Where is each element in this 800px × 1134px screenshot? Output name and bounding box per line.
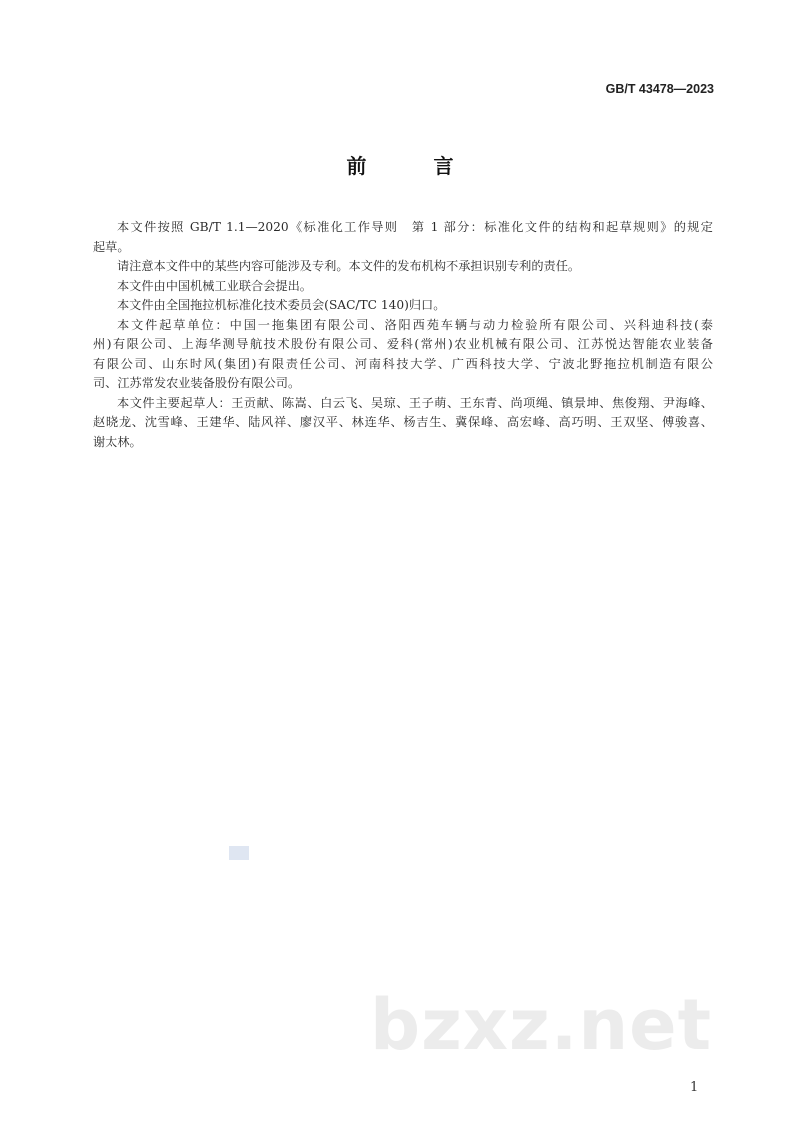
- paragraph-line: 本文件由全国拖拉机标准化技术委员会(SAC/TC 140)归口。: [117, 298, 446, 312]
- paragraph: [93, 277, 713, 297]
- paragraph-line: 请注意本文件中的某些内容可能涉及专利。本文件的发布机构不承担识别专利的责任。: [117, 259, 581, 273]
- paragraph: [93, 296, 713, 316]
- stamp-mark: [229, 846, 249, 860]
- paragraph-line: 谢太林。: [93, 434, 142, 449]
- paragraph: [93, 257, 713, 277]
- paragraph-line: 州)有限公司、上海华测导航技术股份有限公司、爱科(常州)农业机械有限公司、江苏悦达智能农业装备: [93, 337, 713, 351]
- watermark: bzxz.net: [370, 984, 713, 1066]
- paragraph-line: 起草。: [93, 239, 130, 254]
- page-number: 1: [690, 1080, 699, 1095]
- foreword-body: [93, 218, 713, 452]
- paragraph-line: 本文件起草单位：中国一拖集团有限公司、洛阳西苑车辆与动力检验所有限公司、兴科迪科技(泰: [117, 317, 713, 332]
- paragraph-line: 司、江苏常发农业装备股份有限公司。: [93, 376, 301, 390]
- paragraph-line: 有限公司、山东时风(集团)有限责任公司、河南科技大学、广西科技大学、宁波北野拖拉机制造有限公: [93, 356, 713, 371]
- paragraph-line: 赵晓龙、沈雪峰、王建华、陆风祥、廖汉平、林连华、杨吉生、冀保峰、高宏峰、高巧明、王双坚、傅骏喜、: [93, 415, 713, 429]
- paragraph-line: 本文件由中国机械工业联合会提出。: [117, 278, 312, 293]
- page-title: 前 言: [346, 154, 484, 178]
- paragraph: [93, 394, 713, 453]
- paragraph-line: 本文件按照 GB/T 1.1—2020《标准化工作导则 第 1 部分：标准化文件的结构和起草规则》的规定: [117, 220, 713, 234]
- paragraph: [93, 316, 713, 394]
- standard-number: GB/T 43478—2023: [605, 82, 714, 96]
- paragraph-line: 本文件主要起草人：王贡献、陈嵩、白云飞、吴琼、王子萌、王东青、尚项绳、镇景坤、焦俊翔、尹海峰、: [117, 395, 713, 410]
- paragraph: [93, 218, 713, 257]
